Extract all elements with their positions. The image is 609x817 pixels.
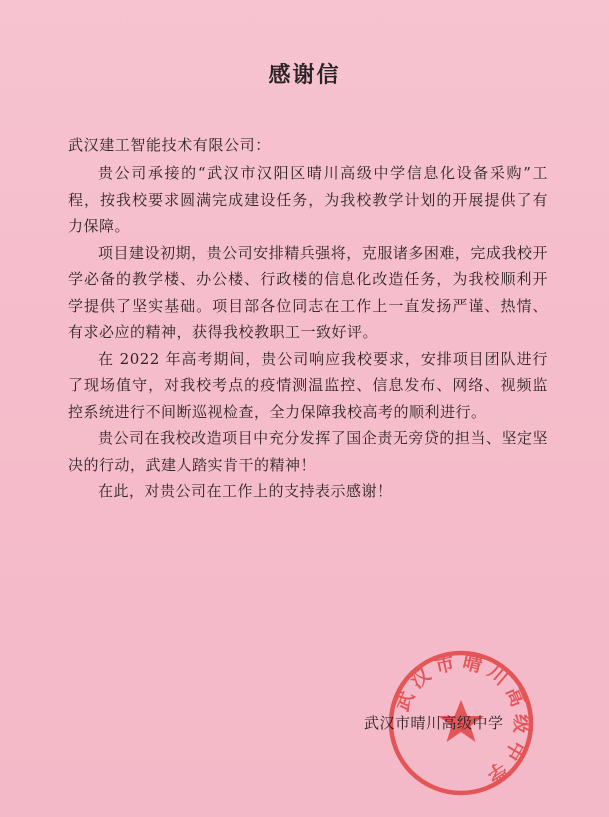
paragraph-4: 贵公司在我校改造项目中充分发挥了国企责无旁贷的担当、坚定坚决的行动，武建人踏实肯干的精神！ bbox=[68, 429, 548, 474]
paragraph-5: 在此，对贵公司在工作上的支持表示感谢！ bbox=[98, 482, 393, 500]
salutation: 武汉建工智能技术有限公司： bbox=[68, 136, 271, 154]
paragraph-3: 在 2022 年高考期间，贵公司响应我校要求，安排项目团队进行了现场值守，对我校考点的疫情测温监控、信息发布、网络、视频监控系统进行不间断巡视检查，全力保障我校高考的顺利进行。 bbox=[68, 349, 548, 421]
letter-title: 感谢信 bbox=[268, 63, 341, 88]
signature: 武汉市晴川高级中学 bbox=[364, 714, 504, 732]
paragraph-1: 贵公司承接的“武汉市汉阳区晴川高级中学信息化设备采购”工程，按我校要求圆满完成建设任务，为我校教学计划的开展提供了有力保障。 bbox=[68, 164, 548, 235]
svg-text:武汉市晴川高级中学: 武汉市晴川高级中学 bbox=[391, 650, 533, 790]
letter-body bbox=[68, 160, 548, 505]
paragraph-2: 项目建设初期，贵公司安排精兵强将，克服诸多困难，完成我校开学必备的教学楼、办公楼、行政楼的信息化改造任务，为我校顺利开学提供了坚实基础。项目部各位同志在工作上一直发扬严谨、热情、有求必应的精神，获得我校教职工一致好评。 bbox=[68, 243, 548, 341]
